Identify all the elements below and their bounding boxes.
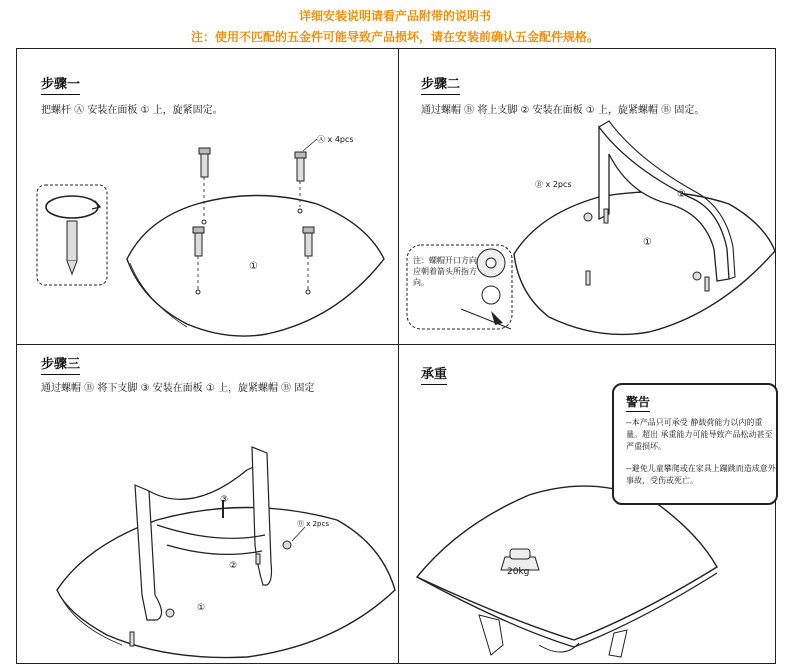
step-3-leg3-label: ③ <box>220 495 229 505</box>
step-3-panel <box>17 345 398 663</box>
step-1-panel-label: ① <box>249 261 258 272</box>
nut-b-2 <box>693 272 701 280</box>
tabletop-panel <box>57 508 395 658</box>
step-3-diagram <box>17 345 398 663</box>
warning-line-1: --本产品只可承受 静载荷能力以内的重量。超出 承重能力可能导致产品松动甚至严重损坏。 <box>626 418 773 451</box>
load-title: 承重 <box>421 363 447 382</box>
step-2-text: 通过螺帽 Ⓑ 将上支脚 ② 安装在面板 ① 上，旋紧螺帽 Ⓑ 固定。 <box>421 105 705 116</box>
step-1-text: 把螺杆 Ⓐ 安装在面板 ① 上，旋紧固定。 <box>41 105 223 116</box>
nut-b-1 <box>283 541 291 549</box>
instruction-sheet <box>16 48 776 664</box>
nut-b-2 <box>166 609 174 617</box>
warning-title: 警告 <box>626 395 651 409</box>
step-3-panel-label: ① <box>197 603 206 613</box>
notice-line-1: 详细安装说明请看产品附带的说明书 <box>298 9 491 23</box>
step-1-panel <box>17 49 398 344</box>
notice-line-2: 注：使用不匹配的五金件可能导致产品损坏，请在安装前确认五金配件规格。 <box>190 30 599 44</box>
step-3-text: 通过螺帽 Ⓑ 将下支脚 ③ 安装在面板 ① 上，旋紧螺帽 Ⓑ 固定 <box>41 383 315 394</box>
load-panel <box>399 345 775 663</box>
step-2-diagram <box>399 49 775 344</box>
step-2-panel-label: ① <box>643 237 652 248</box>
step-2-leg-label: ② <box>677 189 686 200</box>
step-2-title: 步骤二 <box>421 73 460 92</box>
step-1-title: 步骤一 <box>41 73 80 92</box>
step-1-callout: Ⓐ x 4pcs <box>317 135 354 144</box>
tabletop-assembled <box>417 486 717 640</box>
step-2-panel <box>399 49 775 344</box>
weight-label: 20kg <box>507 567 530 577</box>
warning-line-2: --避免儿童攀爬或在家具上蹦跳而造成意外事故，受伤或死亡。 <box>626 464 776 485</box>
step-3-leg2-label: ② <box>229 561 238 571</box>
warning-box <box>612 383 778 505</box>
step-3-title: 步骤三 <box>41 353 80 372</box>
nut-b-1 <box>584 213 592 221</box>
tabletop-panel <box>514 192 775 335</box>
step-2-callout: Ⓑ x 2pcs <box>535 180 572 189</box>
step-2-note: 注：螺帽开口方向应朝着箭头所指方向。 <box>413 256 477 287</box>
step-1-diagram <box>17 49 398 344</box>
step-3-callout: Ⓑ x 2pcs <box>297 520 329 528</box>
